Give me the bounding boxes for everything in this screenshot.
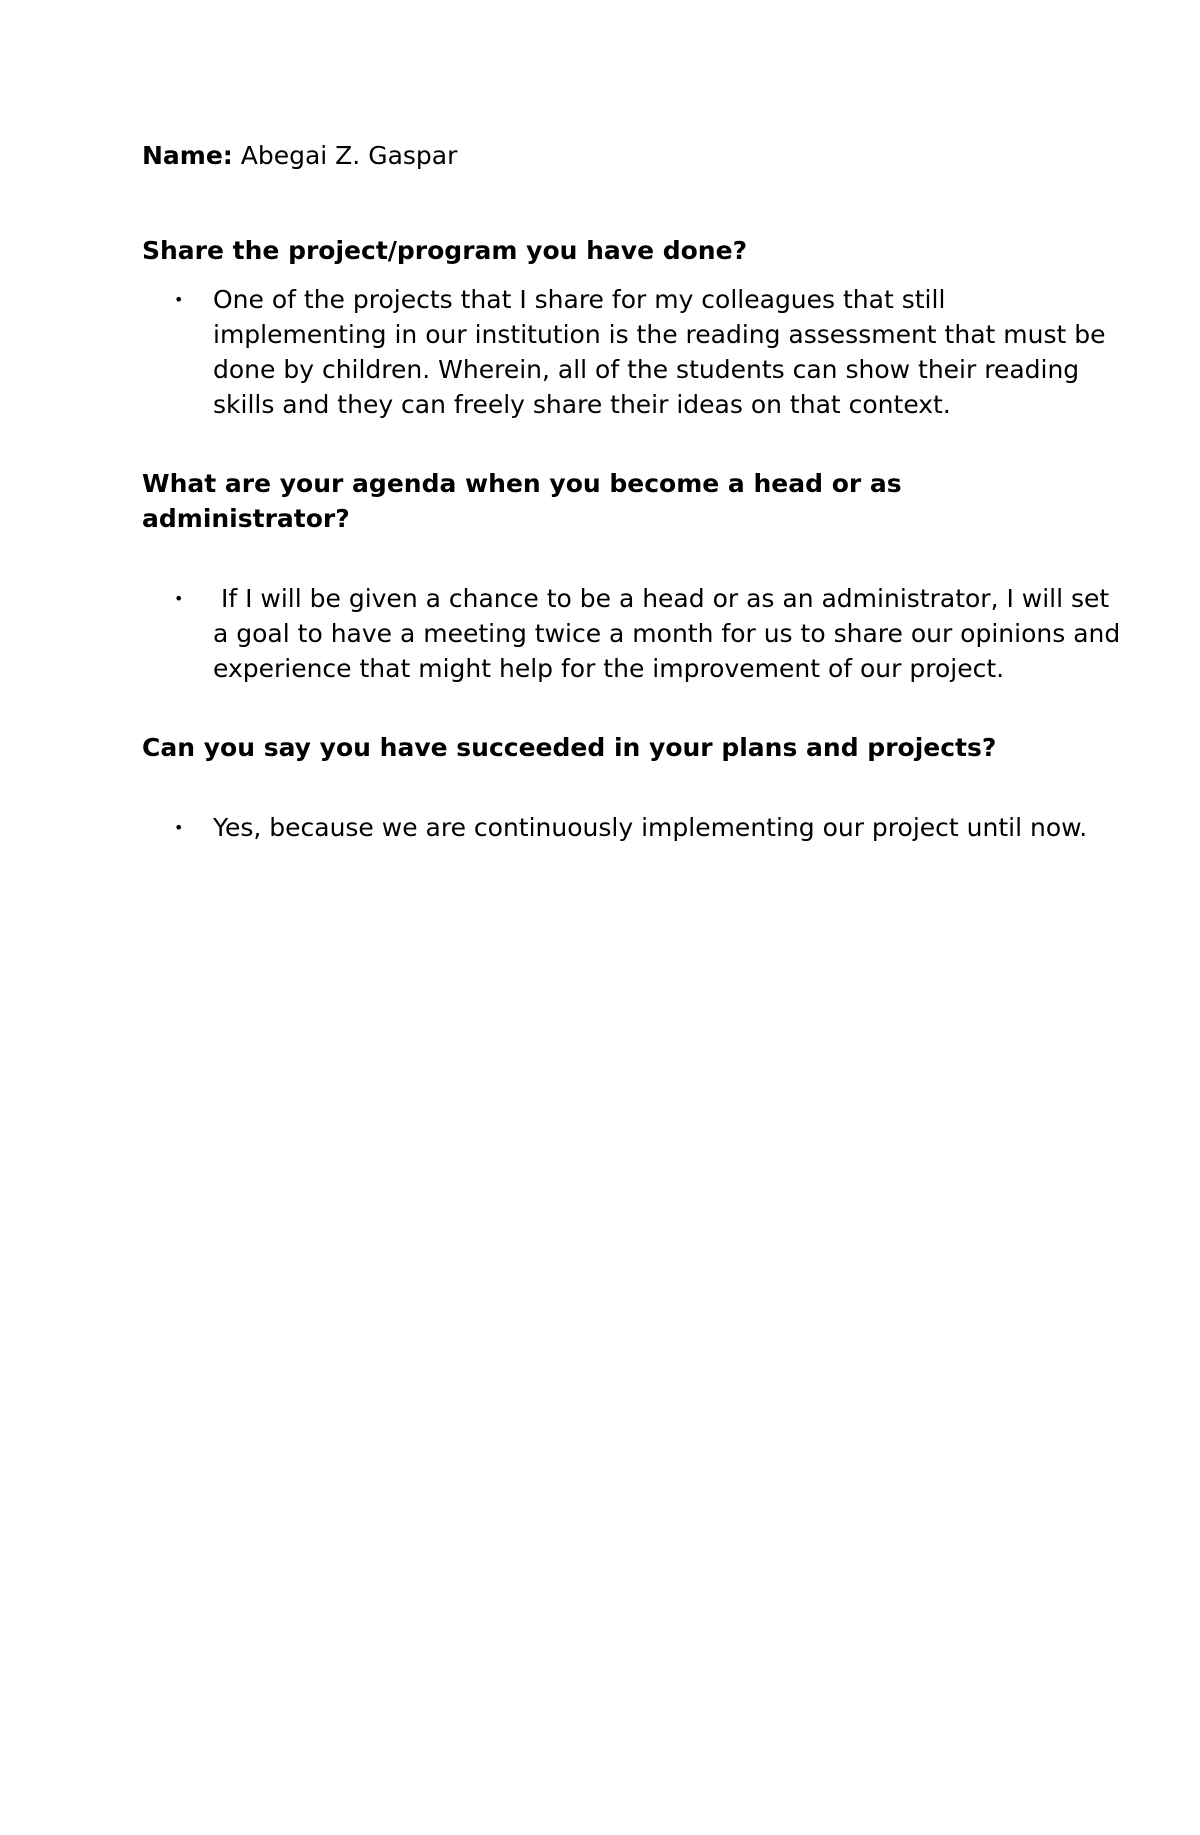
document-page [142, 138, 1129, 845]
question-2: What are your agenda when you become a head or as administrator? [142, 469, 902, 533]
answer-2 [142, 581, 1129, 686]
answer-3-text: Yes, because we are continuously implementing our project until now. [213, 813, 1088, 842]
bullet-icon: • [174, 290, 184, 309]
name-line [142, 138, 1062, 173]
question-3: Can you say you have succeeded in your plans and projects? [142, 733, 997, 762]
answer-1-text: One of the projects that I share for my colleagues that still implementing in our institution is the reading assessment that must be done by children. Wherein, all of the students can show their reading skills and they can freely share their ideas on that context. [213, 285, 1106, 419]
answer-list-2 [142, 581, 1129, 686]
answer-2-text: If I will be given a chance to be a head or as an administrator, I will set a goal to have a meeting twice a month for us to share our opinions and experience that might help for the improvement of our project. [213, 584, 1129, 683]
answer-list-3 [142, 810, 1088, 845]
bullet-icon: • [174, 818, 184, 837]
question-1: Share the project/program you have done? [142, 236, 748, 265]
answer-1 [142, 282, 1121, 422]
answer-list-1 [142, 282, 1106, 422]
name-label: Name: [142, 141, 233, 170]
answer-3 [142, 810, 1121, 845]
name-value: Abegai Z. Gaspar [232, 141, 458, 170]
bullet-icon: • [174, 589, 184, 608]
